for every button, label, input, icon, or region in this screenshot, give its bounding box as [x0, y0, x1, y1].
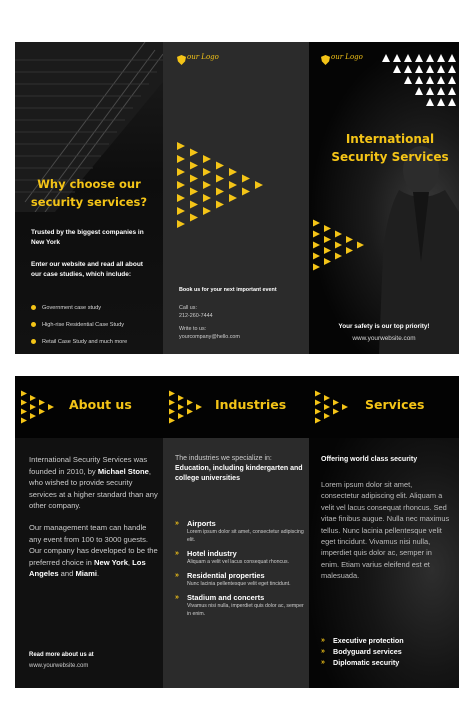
triangle-pattern: [371, 50, 459, 118]
services-list: [321, 635, 404, 668]
industries-heading: Industries: [215, 397, 287, 412]
services-body: Lorem ipsum dolor sit amet, consectetur adipiscing elit. Aliquam a velit vel lacus consequat rhoncus. Sed vitae finibus augue. Nulla nec maximus tellus. Nunc lacinia pellentesque velit eget tincidunt. Vivamus nisi nulla, imperdiet quis dolor ac, semper in enim. Etiam varius eleifend est et malesuada.: [321, 480, 450, 581]
industries-panel: [163, 376, 309, 688]
chevron-right-icon: »: [175, 550, 179, 557]
list-item: » Executive protection: [321, 636, 404, 645]
chevron-right-icon: »: [321, 648, 325, 655]
bullet-dot-icon: [31, 322, 36, 327]
triangle-pattern: [163, 130, 309, 240]
triangle-pattern: [19, 382, 63, 432]
cover-title: International Security Services: [331, 132, 449, 164]
read-more-text: Read more about us at: [29, 652, 94, 658]
call-us-block: [179, 304, 213, 320]
bullet-dot-icon: [31, 305, 36, 310]
triangle-pattern: [309, 210, 379, 280]
write-label: Write to us:: [179, 326, 207, 332]
call-label: Call us:: [179, 305, 197, 311]
services-heading: Services: [365, 397, 425, 412]
list-item: High-rise Residential Case Study: [31, 316, 159, 333]
about-text: International Security Services was founded in 2010, by Michael Stone, who wished to provide security services at a higher standard than any other company. Our management team can handle any event from 100 to 3000 guests. Our company has developed to be the preferred choice in New York, Los Angeles and Miami.: [29, 455, 158, 579]
book-us-text: Book us for your next important event: [179, 287, 277, 293]
list-item: » Bodyguard services: [321, 647, 402, 656]
industries-header: [163, 376, 309, 438]
services-panel: [309, 376, 459, 688]
about-header: [15, 376, 163, 438]
tagline: Your safety is our top priority!: [338, 323, 430, 330]
services-header: [309, 376, 459, 438]
shield-logo-icon: [177, 55, 186, 65]
why-choose-title: Why choose our security services?: [30, 177, 148, 209]
list-item: » Hotel industry Aliquam a velit vel lacus consequat rhoncus.: [175, 549, 290, 565]
list-item: » Residential properties Nunc lacinia pellentesque velit eget tincidunt.: [175, 571, 291, 587]
trusted-text: Trusted by the biggest companies in New York: [31, 229, 144, 246]
company-logo-cover: our Logo: [321, 54, 363, 65]
company-logo: our Logo: [177, 54, 219, 65]
list-item: » Stadium and concerts Vivamus nisi nulla, imperdiet quis dolor ac, semper in enim.: [175, 593, 304, 617]
website-link[interactable]: www.yourwebsite.com: [352, 335, 416, 342]
about-heading: About us: [69, 397, 132, 412]
triangle-pattern: [167, 382, 211, 432]
shield-logo-icon: [321, 55, 330, 65]
chevron-right-icon: »: [321, 637, 325, 644]
about-panel: [15, 376, 163, 688]
services-title: Offering world class security: [321, 456, 418, 463]
chevron-right-icon: »: [175, 594, 179, 601]
list-item: » Diplomatic security: [321, 658, 400, 667]
industries-list: [175, 519, 305, 623]
contact-panel: [163, 42, 309, 354]
industries-intro: The industries we specialize in: Education, including kindergarten and college universities: [175, 455, 303, 482]
cover-panel: [309, 42, 459, 354]
why-choose-panel: [15, 42, 163, 354]
chevron-right-icon: »: [175, 572, 179, 579]
list-item: Retail Case Study and much more: [31, 333, 159, 350]
brochure-outside: [15, 42, 459, 354]
bullet-dot-icon: [31, 339, 36, 344]
case-studies-intro: Enter our website and read all about our case studies, which include:: [31, 261, 143, 278]
brochure-inside: [15, 376, 459, 688]
phone-number[interactable]: 212-260-7444: [179, 313, 213, 319]
list-item: » Airports Lorem ipsum dolor sit amet, consectetur adipiscing elit.: [175, 519, 304, 543]
case-study-list: [31, 299, 159, 350]
website-link[interactable]: www.yourwebsite.com: [29, 663, 89, 669]
chevron-right-icon: »: [175, 520, 179, 527]
list-item: Government case study: [31, 299, 159, 316]
write-us-block: [179, 325, 240, 341]
triangle-pattern: [313, 382, 357, 432]
chevron-right-icon: »: [321, 659, 325, 666]
email-address[interactable]: yourcompany@hello.com: [179, 334, 240, 340]
